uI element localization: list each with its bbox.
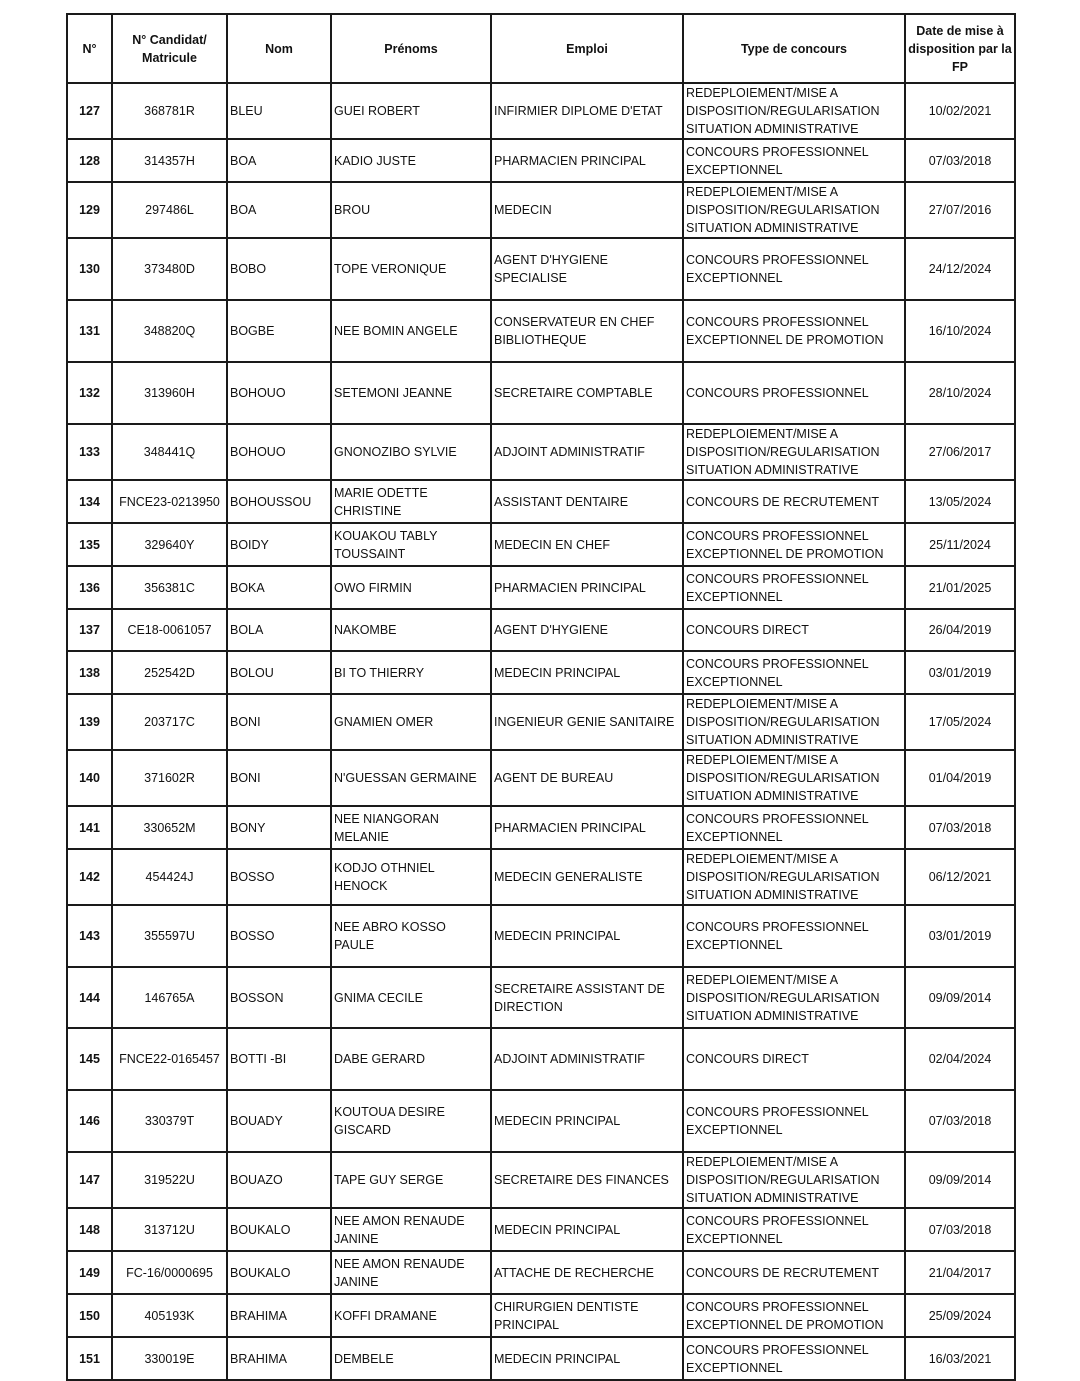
header-prenoms: Prénoms [331,14,491,83]
row-prenoms: BI TO THIERRY [331,651,491,694]
row-numero: 146 [67,1090,112,1152]
table-row [67,480,1015,523]
header-numero: N° [67,14,112,83]
header-matricule: N° Candidat/ Matricule [112,14,227,83]
row-numero: 136 [67,566,112,609]
row-numero: 133 [67,424,112,480]
row-date: 26/04/2019 [905,609,1015,651]
row-emploi: MEDECIN GENERALISTE [491,849,683,905]
row-nom: BOHOUO [227,362,331,424]
row-nom: BOUAZO [227,1152,331,1208]
row-prenoms: KOUAKOU TABLY TOUSSAINT [331,523,491,566]
row-date: 16/03/2021 [905,1337,1015,1380]
row-emploi: MEDECIN PRINCIPAL [491,905,683,967]
row-type-concours: CONCOURS PROFESSIONNEL EXCEPTIONNEL [683,651,905,694]
row-type-concours: REDEPLOIEMENT/MISE A DISPOSITION/REGULARISATION SITUATION ADMINISTRATIVE [683,967,905,1028]
row-numero: 134 [67,480,112,523]
row-type-concours: CONCOURS PROFESSIONNEL EXCEPTIONNEL [683,1090,905,1152]
row-type-concours: REDEPLOIEMENT/MISE A DISPOSITION/REGULARISATION SITUATION ADMINISTRATIVE [683,83,905,139]
row-nom: BOIDY [227,523,331,566]
row-nom: BONY [227,806,331,849]
row-type-concours: REDEPLOIEMENT/MISE A DISPOSITION/REGULARISATION SITUATION ADMINISTRATIVE [683,849,905,905]
row-type-concours: CONCOURS DE RECRUTEMENT [683,1251,905,1294]
row-emploi: INFIRMIER DIPLOME D'ETAT [491,83,683,139]
row-numero: 127 [67,83,112,139]
row-type-concours: CONCOURS DIRECT [683,609,905,651]
row-nom: BOA [227,182,331,238]
row-matricule: 330379T [112,1090,227,1152]
row-emploi: MEDECIN PRINCIPAL [491,1208,683,1251]
row-matricule: CE18-0061057 [112,609,227,651]
row-nom: BOTTI -BI [227,1028,331,1090]
table-row [67,1337,1015,1380]
row-emploi: AGENT D'HYGIENE SPECIALISE [491,238,683,300]
table-row [67,750,1015,806]
row-prenoms: TAPE GUY SERGE [331,1152,491,1208]
row-prenoms: NEE AMON RENAUDE JANINE [331,1251,491,1294]
row-nom: BOKA [227,566,331,609]
table-row [67,238,1015,300]
row-type-concours: CONCOURS PROFESSIONNEL EXCEPTIONNEL [683,238,905,300]
table-row [67,806,1015,849]
table-body [67,83,1015,1380]
row-prenoms: BROU [331,182,491,238]
row-emploi: SECRETAIRE DES FINANCES [491,1152,683,1208]
table-row [67,424,1015,480]
row-date: 09/09/2014 [905,967,1015,1028]
row-type-concours: CONCOURS DE RECRUTEMENT [683,480,905,523]
row-matricule: 313960H [112,362,227,424]
table-row [67,1090,1015,1152]
header-date-disposition: Date de mise à disposition par la FP [905,14,1015,83]
row-date: 01/04/2019 [905,750,1015,806]
row-emploi: AGENT DE BUREAU [491,750,683,806]
row-emploi: SECRETAIRE COMPTABLE [491,362,683,424]
row-matricule: 405193K [112,1294,227,1337]
row-date: 16/10/2024 [905,300,1015,362]
table-row [67,566,1015,609]
row-type-concours: CONCOURS PROFESSIONNEL EXCEPTIONNEL [683,566,905,609]
row-nom: BOGBE [227,300,331,362]
table-row [67,905,1015,967]
row-numero: 144 [67,967,112,1028]
table-header [67,14,1015,83]
row-nom: BLEU [227,83,331,139]
row-type-concours: CONCOURS PROFESSIONNEL EXCEPTIONNEL DE PROMOTION [683,300,905,362]
row-prenoms: NAKOMBE [331,609,491,651]
row-nom: BRAHIMA [227,1337,331,1380]
row-matricule: FC-16/0000695 [112,1251,227,1294]
row-matricule: 356381C [112,566,227,609]
row-type-concours: REDEPLOIEMENT/MISE A DISPOSITION/REGULARISATION SITUATION ADMINISTRATIVE [683,182,905,238]
row-type-concours: REDEPLOIEMENT/MISE A DISPOSITION/REGULARISATION SITUATION ADMINISTRATIVE [683,750,905,806]
row-matricule: FNCE22-0165457 [112,1028,227,1090]
row-matricule: 330652M [112,806,227,849]
row-date: 10/02/2021 [905,83,1015,139]
row-matricule: 314357H [112,139,227,182]
row-date: 09/09/2014 [905,1152,1015,1208]
row-numero: 142 [67,849,112,905]
row-numero: 129 [67,182,112,238]
row-matricule: 297486L [112,182,227,238]
row-date: 28/10/2024 [905,362,1015,424]
row-emploi: MEDECIN EN CHEF [491,523,683,566]
row-date: 25/09/2024 [905,1294,1015,1337]
table-row [67,1208,1015,1251]
row-numero: 128 [67,139,112,182]
table-row [67,651,1015,694]
row-emploi: MEDECIN [491,182,683,238]
row-prenoms: NEE AMON RENAUDE JANINE [331,1208,491,1251]
row-prenoms: KOFFI DRAMANE [331,1294,491,1337]
row-nom: BOUKALO [227,1208,331,1251]
row-prenoms: NEE BOMIN ANGELE [331,300,491,362]
table-row [67,849,1015,905]
row-date: 03/01/2019 [905,651,1015,694]
row-matricule: 454424J [112,849,227,905]
document-page [66,13,1014,1381]
row-date: 21/01/2025 [905,566,1015,609]
row-date: 27/07/2016 [905,182,1015,238]
row-date: 24/12/2024 [905,238,1015,300]
row-matricule: 329640Y [112,523,227,566]
row-matricule: 368781R [112,83,227,139]
row-matricule: 313712U [112,1208,227,1251]
header-emploi: Emploi [491,14,683,83]
row-date: 07/03/2018 [905,1090,1015,1152]
row-numero: 139 [67,694,112,750]
row-nom: BOHOUO [227,424,331,480]
row-date: 07/03/2018 [905,139,1015,182]
table-row [67,523,1015,566]
row-nom: BOBO [227,238,331,300]
table-row [67,1251,1015,1294]
row-emploi: PHARMACIEN PRINCIPAL [491,806,683,849]
row-numero: 147 [67,1152,112,1208]
row-emploi: INGENIEUR GENIE SANITAIRE [491,694,683,750]
row-numero: 137 [67,609,112,651]
row-nom: BOUKALO [227,1251,331,1294]
row-numero: 143 [67,905,112,967]
row-nom: BOLA [227,609,331,651]
row-date: 21/04/2017 [905,1251,1015,1294]
row-numero: 140 [67,750,112,806]
row-nom: BOHOUSSOU [227,480,331,523]
row-nom: BONI [227,750,331,806]
row-emploi: ADJOINT ADMINISTRATIF [491,1028,683,1090]
table-row [67,362,1015,424]
row-prenoms: OWO FIRMIN [331,566,491,609]
row-numero: 135 [67,523,112,566]
row-prenoms: SETEMONI JEANNE [331,362,491,424]
row-nom: BRAHIMA [227,1294,331,1337]
row-numero: 145 [67,1028,112,1090]
row-numero: 150 [67,1294,112,1337]
row-numero: 138 [67,651,112,694]
row-date: 06/12/2021 [905,849,1015,905]
row-prenoms: KOUTOUA DESIRE GISCARD [331,1090,491,1152]
row-type-concours: CONCOURS PROFESSIONNEL EXCEPTIONNEL [683,806,905,849]
row-prenoms: N'GUESSAN GERMAINE [331,750,491,806]
row-prenoms: NEE NIANGORAN MELANIE [331,806,491,849]
row-prenoms: MARIE ODETTE CHRISTINE [331,480,491,523]
header-type-concours: Type de concours [683,14,905,83]
row-date: 03/01/2019 [905,905,1015,967]
row-type-concours: REDEPLOIEMENT/MISE A DISPOSITION/REGULARISATION SITUATION ADMINISTRATIVE [683,1152,905,1208]
row-prenoms: NEE ABRO KOSSO PAULE [331,905,491,967]
row-numero: 131 [67,300,112,362]
table-row [67,182,1015,238]
row-matricule: 330019E [112,1337,227,1380]
row-date: 13/05/2024 [905,480,1015,523]
row-date: 07/03/2018 [905,806,1015,849]
row-prenoms: KODJO OTHNIEL HENOCK [331,849,491,905]
row-matricule: 371602R [112,750,227,806]
table-row [67,83,1015,139]
row-type-concours: REDEPLOIEMENT/MISE A DISPOSITION/REGULARISATION SITUATION ADMINISTRATIVE [683,694,905,750]
row-nom: BONI [227,694,331,750]
row-matricule: 146765A [112,967,227,1028]
row-matricule: 355597U [112,905,227,967]
row-nom: BOSSO [227,905,331,967]
row-numero: 149 [67,1251,112,1294]
row-type-concours: CONCOURS PROFESSIONNEL [683,362,905,424]
table-row [67,300,1015,362]
row-matricule: 319522U [112,1152,227,1208]
row-matricule: 252542D [112,651,227,694]
row-numero: 148 [67,1208,112,1251]
row-prenoms: GUEI ROBERT [331,83,491,139]
candidates-table [66,13,1016,1381]
table-row [67,1152,1015,1208]
row-matricule: 348441Q [112,424,227,480]
row-emploi: PHARMACIEN PRINCIPAL [491,566,683,609]
row-emploi: CHIRURGIEN DENTISTE PRINCIPAL [491,1294,683,1337]
row-emploi: SECRETAIRE ASSISTANT DE DIRECTION [491,967,683,1028]
row-type-concours: CONCOURS PROFESSIONNEL EXCEPTIONNEL DE PROMOTION [683,1294,905,1337]
row-emploi: ATTACHE DE RECHERCHE [491,1251,683,1294]
row-type-concours: REDEPLOIEMENT/MISE A DISPOSITION/REGULARISATION SITUATION ADMINISTRATIVE [683,424,905,480]
row-prenoms: DABE GERARD [331,1028,491,1090]
row-emploi: AGENT D'HYGIENE [491,609,683,651]
row-prenoms: GNAMIEN OMER [331,694,491,750]
table-row [67,1028,1015,1090]
row-prenoms: DEMBELE [331,1337,491,1380]
row-type-concours: CONCOURS PROFESSIONNEL EXCEPTIONNEL [683,905,905,967]
row-nom: BOUADY [227,1090,331,1152]
header-nom: Nom [227,14,331,83]
table-row [67,139,1015,182]
row-type-concours: CONCOURS DIRECT [683,1028,905,1090]
row-date: 27/06/2017 [905,424,1015,480]
row-type-concours: CONCOURS PROFESSIONNEL EXCEPTIONNEL [683,139,905,182]
row-nom: BOA [227,139,331,182]
row-nom: BOSSON [227,967,331,1028]
row-emploi: MEDECIN PRINCIPAL [491,1337,683,1380]
row-matricule: FNCE23-0213950 [112,480,227,523]
row-prenoms: TOPE VERONIQUE [331,238,491,300]
table-row [67,694,1015,750]
row-type-concours: CONCOURS PROFESSIONNEL EXCEPTIONNEL DE PROMOTION [683,523,905,566]
row-numero: 130 [67,238,112,300]
row-matricule: 373480D [112,238,227,300]
row-date: 07/03/2018 [905,1208,1015,1251]
row-nom: BOSSO [227,849,331,905]
row-emploi: MEDECIN PRINCIPAL [491,651,683,694]
row-type-concours: CONCOURS PROFESSIONNEL EXCEPTIONNEL [683,1208,905,1251]
row-matricule: 348820Q [112,300,227,362]
row-numero: 132 [67,362,112,424]
row-date: 17/05/2024 [905,694,1015,750]
row-prenoms: GNONOZIBO SYLVIE [331,424,491,480]
row-numero: 151 [67,1337,112,1380]
row-emploi: CONSERVATEUR EN CHEF BIBLIOTHEQUE [491,300,683,362]
row-emploi: ASSISTANT DENTAIRE [491,480,683,523]
row-matricule: 203717C [112,694,227,750]
table-row [67,1294,1015,1337]
row-prenoms: KADIO JUSTE [331,139,491,182]
row-date: 02/04/2024 [905,1028,1015,1090]
row-prenoms: GNIMA CECILE [331,967,491,1028]
table-row [67,967,1015,1028]
row-type-concours: CONCOURS PROFESSIONNEL EXCEPTIONNEL [683,1337,905,1380]
row-emploi: ADJOINT ADMINISTRATIF [491,424,683,480]
row-numero: 141 [67,806,112,849]
header-row [67,14,1015,83]
row-nom: BOLOU [227,651,331,694]
row-date: 25/11/2024 [905,523,1015,566]
row-emploi: MEDECIN PRINCIPAL [491,1090,683,1152]
row-emploi: PHARMACIEN PRINCIPAL [491,139,683,182]
table-row [67,609,1015,651]
